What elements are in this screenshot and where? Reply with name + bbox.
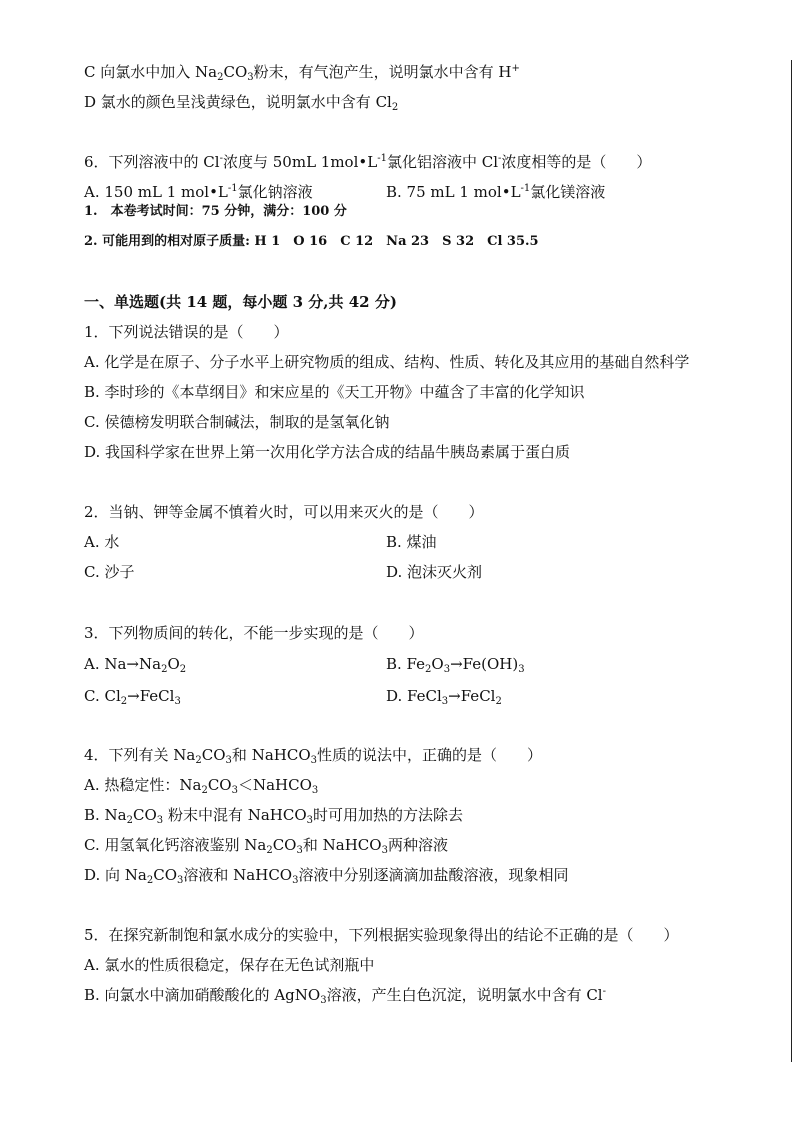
q3-option-c: C. $Cl_2\to FeCl_3$ xyxy=(84,687,181,707)
q4-option-a: A. 热稳定性：$Na_2CO_3<NaHCO_3$ xyxy=(84,776,319,796)
q3-option-a: A. $Na\to Na_2O_2$ xyxy=(84,655,187,675)
q5-option-d: D 氯水的颜色呈浅黄绿色，说明氯水中含有 $Cl_2$ xyxy=(84,93,399,113)
q3-stem: 3．下列物质间的转化，不能一步实现的是（ ） xyxy=(84,624,424,642)
q6-option-b: B. 75 mL 1 $mol•L^{-1}$氯化镁溶液 xyxy=(386,183,606,201)
right-margin-rule xyxy=(791,60,792,1062)
exam-note-2: 2. 可能用到的相对原子质量: H 1 O 16 C 12 Na 23 S 32 Cl 35.5 xyxy=(84,234,539,249)
exam-note-1: 1. 本卷考试时间：75 分钟，满分：100 分 xyxy=(84,204,347,219)
q2-stem: 2．当钠、钾等金属不慎着火时，可以用来灭火的是（ ） xyxy=(84,503,484,521)
q2-option-c: C. 沙子 xyxy=(84,563,135,581)
q4-option-b: B. $Na_2CO_3$ 粉末中混有 NaHCO$_3$时可用加热的方法除去 xyxy=(84,806,464,826)
q1-stem: 1．下列说法错误的是（ ） xyxy=(84,323,289,341)
q1-option-d: D. 我国科学家在世界上第一次用化学方法合成的结晶牛胰岛素属于蛋白质 xyxy=(84,443,571,461)
q4-option-c: C. 用氢氧化钙溶液鉴别 $Na_2CO_3$和 NaHCO$_3$两种溶液 xyxy=(84,836,448,856)
q4-option-d: D. 向 $Na_2CO_3$溶液和 NaHCO$_3$溶液中分别逐滴滴加盐酸溶液，现象相同 xyxy=(84,866,569,886)
q5-option-c: C 向氯水中加入 $Na_2CO_3$粉末，有气泡产生，说明氯水中含有 H+ xyxy=(84,63,520,83)
q2-option-a: A. 水 xyxy=(84,533,120,551)
q1-option-a: A. 化学是在原子、分子水平上研究物质的组成、结构、性质、转化及其应用的基础自然科学 xyxy=(84,353,690,371)
q6-option-a: A. 150 mL 1 $mol•L^{-1}$氯化钠溶液 xyxy=(84,183,313,201)
q1-option-b: B. 李时珍的《本草纲目》和宋应星的《天工开物》中蕴含了丰富的化学知识 xyxy=(84,383,585,401)
q5-option-a: A. 氯水的性质很稳定，保存在无色试剂瓶中 xyxy=(84,956,375,974)
q5-option-b: B. 向氯水中滴加硝酸酸化的 AgNO$_3$溶液，产生白色沉淀，说明氯水中含有 Cl- xyxy=(84,986,606,1006)
section-title: 一、单选题(共 14 题，每小题 3 分,共 42 分) xyxy=(84,293,397,311)
q4-stem: 4．下列有关 $Na_2CO_3$和 NaHCO$_3$性质的说法中，正确的是（ ） xyxy=(84,746,543,766)
q2-option-b: B. 煤油 xyxy=(386,533,437,551)
q6-stem: 6．下列溶液中的 Cl-浓度与 50mL $1mol•L^{-1}$氯化铝溶液中 Cl-浓度相等的是（ ） xyxy=(84,153,652,171)
q3-option-b: B. $Fe_2O_3\to Fe(OH)_3$ xyxy=(386,655,525,675)
q2-option-d: D. 泡沫灭火剂 xyxy=(386,563,483,581)
q1-option-c: C. 侯德榜发明联合制碱法，制取的是氢氧化钠 xyxy=(84,413,390,431)
q5-stem: 5．在探究新制饱和氯水成分的实验中，下列根据实验现象得出的结论不正确的是（ ） xyxy=(84,926,679,944)
q3-option-d: D. FeCl$_3$→FeCl$_2$ xyxy=(386,687,502,707)
